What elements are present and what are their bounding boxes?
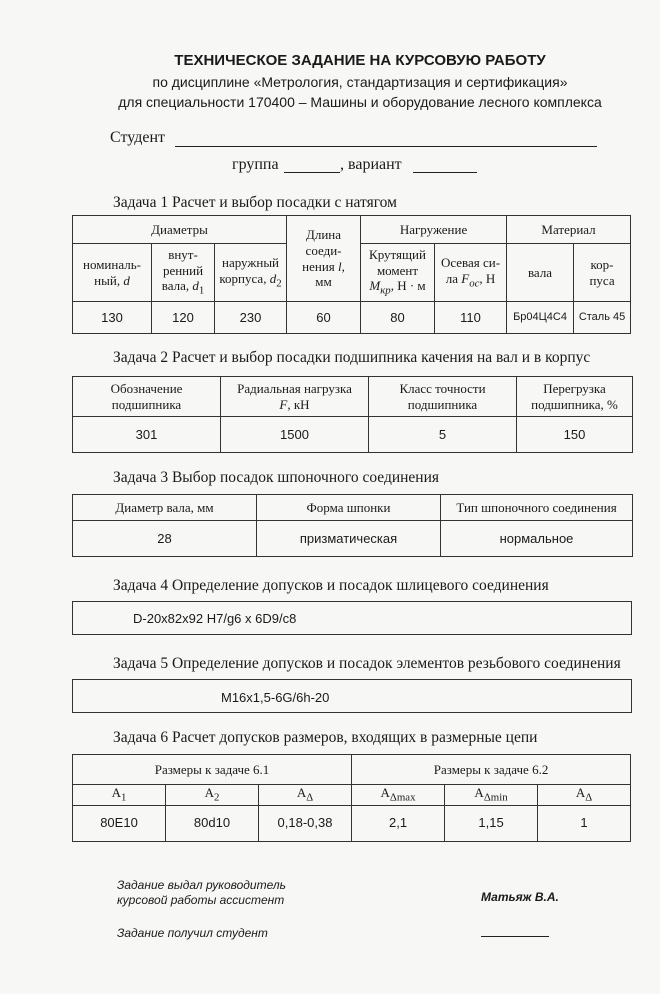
cell-a-delta-min: 1,15 — [445, 805, 538, 841]
header-a-delta-min: $A_{\Delta min}$ — [445, 785, 538, 806]
received-by-label: Задание получил студент — [117, 926, 268, 940]
issued-by-line2: курсовой работы ассистент — [117, 893, 285, 907]
task2-table — [72, 376, 633, 453]
group-field[interactable] — [284, 157, 340, 173]
shaft-material-header: вала — [507, 244, 574, 302]
cell-a2: 80d10 — [166, 805, 259, 841]
cell-nominal: 130 — [73, 302, 152, 334]
material-header: Материал — [507, 216, 631, 244]
task4-title: Задача 4 Определение допусков и посадок шлицевого соединения — [113, 577, 549, 594]
task3-title: Задача 3 Выбор посадок шпоночного соединения — [113, 469, 440, 486]
cell-housing-material: Сталь 45 — [574, 302, 631, 334]
spline-designation: D-20x82x92 H7/g6 x 6D9/c8 — [133, 611, 297, 626]
key-joint-type-header: Тип шпоночного соединения — [441, 495, 633, 521]
cell-a-delta-2: 1 — [538, 805, 631, 841]
cell-accuracy-class: 5 — [369, 417, 517, 453]
torque-header: Крутящий момент $M_{кр}$, Н · м — [361, 244, 435, 302]
cell-bearing: 301 — [73, 417, 221, 453]
diameters-header: Диаметры — [73, 216, 287, 244]
task6-title: Задача 6 Расчет допусков размеров, входящих в размерные цепи — [113, 729, 538, 746]
loading-header: Нагружение — [361, 216, 507, 244]
task4-box — [72, 601, 632, 635]
task2-title: Задача 2 Расчет и выбор посадки подшипника качения на вал и в корпус — [113, 349, 591, 366]
cell-axial: 110 — [435, 302, 507, 334]
document-title: ТЕХНИЧЕСКОЕ ЗАДАНИЕ НА КУРСОВУЮ РАБОТУ — [174, 52, 546, 69]
task1-table — [72, 215, 631, 334]
group-6-2-header: Размеры к задаче 6.2 — [352, 755, 631, 785]
nominal-header: номиналь- ный, d — [73, 244, 152, 302]
accuracy-class-header: Класс точности подшипника — [369, 377, 517, 417]
cell-key-shape: призматическая — [257, 521, 441, 557]
housing-material-header: кор- пуса — [574, 244, 631, 302]
overload-header: Перегрузка подшипника, % — [517, 377, 633, 417]
axial-force-header: Осевая си- ла $F_{ос}$, Н — [435, 244, 507, 302]
header-a-delta: $A_\Delta$ — [259, 785, 352, 806]
header-a2: $A_2$ — [166, 785, 259, 806]
radial-load-header: Радиальная нагрузка F, кН — [221, 377, 369, 417]
cell-outer: 230 — [215, 302, 287, 334]
cell-torque: 80 — [361, 302, 435, 334]
bearing-designation-header: Обозначение подшипника — [73, 377, 221, 417]
cell-a-delta: 0,18-0,38 — [259, 805, 352, 841]
variant-field[interactable] — [413, 157, 477, 173]
cell-shaft-material: Бр04Ц4С4 — [507, 302, 574, 334]
student-signature-field[interactable] — [481, 922, 549, 937]
task1-title: Задача 1 Расчет и выбор посадки с натягом — [113, 194, 397, 211]
inner-header: внут- ренний вала, $d_1$ — [152, 244, 215, 302]
student-label: Студент — [110, 129, 166, 146]
discipline-line: по дисциплине «Метрология, стандартизация и сертификация» — [152, 74, 568, 90]
thread-designation: M16x1,5-6G/6h-20 — [221, 690, 330, 705]
variant-label: , вариант — [340, 156, 402, 173]
cell-inner: 120 — [152, 302, 215, 334]
specialty-line: для специальности 170400 – Машины и оборудование лесного комплекса — [118, 94, 602, 110]
cell-shaft-diameter: 28 — [73, 521, 257, 557]
task6-table — [72, 754, 631, 842]
cell-overload: 150 — [517, 417, 633, 453]
task3-table — [72, 494, 633, 557]
student-name-field[interactable] — [175, 130, 597, 147]
task5-box — [72, 679, 632, 713]
cell-length: 60 — [287, 302, 361, 334]
cell-key-joint-type: нормальное — [441, 521, 633, 557]
cell-a1: 80E10 — [73, 805, 166, 841]
header-a-delta-max: $A_{\Delta max}$ — [352, 785, 445, 806]
supervisor-name: Матьяж В.А. — [481, 890, 559, 904]
cell-radial-load: 1500 — [221, 417, 369, 453]
group-6-1-header: Размеры к задаче 6.1 — [73, 755, 352, 785]
header-a-delta-2: $A_\Delta$ — [538, 785, 631, 806]
key-shape-header: Форма шпонки — [257, 495, 441, 521]
cell-a-delta-max: 2,1 — [352, 805, 445, 841]
shaft-diameter-header: Диаметр вала, мм — [73, 495, 257, 521]
header-a1: $A_1$ — [73, 785, 166, 806]
group-label: группа — [232, 156, 279, 173]
task5-title: Задача 5 Определение допусков и посадок элементов резьбового соединения — [113, 655, 621, 672]
issued-by-line1: Задание выдал руководитель — [117, 878, 286, 892]
outer-header: наружный корпуса, $d_2$ — [215, 244, 287, 302]
length-header: Длина соеди- нения l, мм — [287, 216, 361, 302]
